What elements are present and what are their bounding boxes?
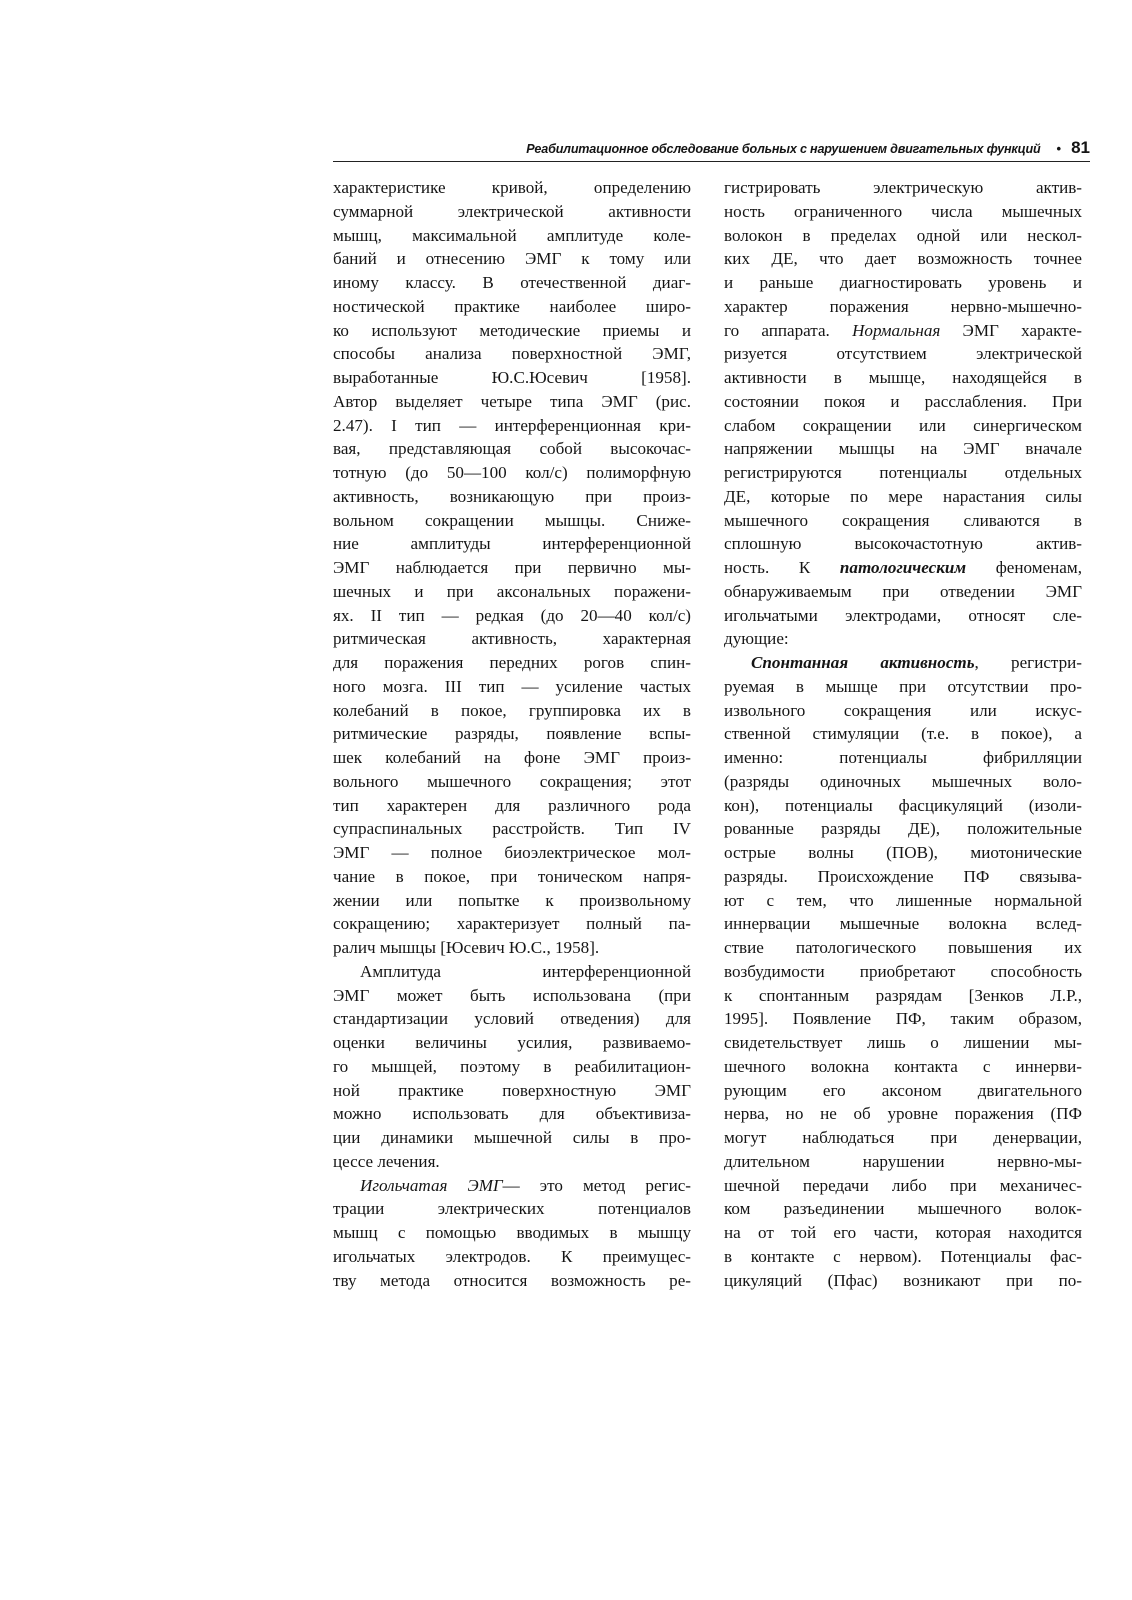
text-line <box>333 414 691 438</box>
text-line <box>724 794 1082 818</box>
text-segment: тотную (до 50—100 кол/с) полиморфную <box>333 463 691 482</box>
text-line <box>724 699 1082 723</box>
text-segment: ЭМГ наблюдается при первично мы- <box>333 558 691 577</box>
text-segment: можно использовать для объективиза- <box>333 1104 691 1124</box>
text-segment: ют с тем, что лишенные нормальной <box>724 890 1082 910</box>
text-segment: мышц, максимальной амплитуде коле- <box>333 225 691 245</box>
right-text-column <box>724 176 1082 1292</box>
text-line <box>724 1245 1082 1269</box>
text-line <box>724 1007 1082 1031</box>
text-line <box>724 342 1082 366</box>
text-segment: нерва, но не об уровне поражения (ПФ <box>724 1104 1082 1124</box>
text-segment: руемая в мышце при отсутствии про- <box>724 676 1082 696</box>
text-line <box>724 1197 1082 1221</box>
text-segment: ях. II тип — редкая (до 20—40 кол/с) <box>333 605 691 625</box>
text-line <box>333 889 691 913</box>
text-line <box>333 1102 691 1126</box>
text-segment: го аппарата. <box>724 320 853 340</box>
text-segment: кон), потенциалы фасцикуляций (изоли- <box>724 795 1082 815</box>
text-line <box>724 1079 1082 1103</box>
text-line <box>333 1174 691 1198</box>
text-line <box>724 889 1082 913</box>
text-segment: игольчатых электродов. К преимущес- <box>333 1246 691 1266</box>
text-segment: цикуляций (Пфас) возникают при по- <box>724 1270 1082 1290</box>
text-segment: ритмические разряды, появление вспы- <box>333 724 691 744</box>
text-line <box>333 746 691 770</box>
text-segment: ЭМГ — полное биоэлектрическое мол- <box>333 843 691 862</box>
text-segment: супраспинальных расстройств. Тип IV <box>333 819 691 839</box>
text-line <box>333 342 691 366</box>
text-line <box>724 1221 1082 1245</box>
text-segment: тип характерен для различного рода <box>333 795 691 815</box>
text-segment: активности в мышце, находящейся в <box>724 368 1082 387</box>
text-segment: ЭМГ может быть использована (при <box>333 985 691 1005</box>
text-line <box>333 461 691 485</box>
text-segment: ритмическая активность, характерная <box>333 629 691 649</box>
text-line <box>333 224 691 248</box>
text-segment: характеристике кривой, определению <box>333 178 691 197</box>
text-segment: ние амплитуды интерференционной <box>333 534 691 554</box>
text-segment: вольного мышечного сокращения; этот <box>333 771 691 791</box>
text-segment: гистрировать электрическую актив- <box>724 178 1082 197</box>
text-line <box>724 1126 1082 1150</box>
text-line <box>333 176 691 200</box>
text-segment: ностической практике наиболее широ- <box>333 296 691 316</box>
text-segment: активность, возникающую при произ- <box>333 486 691 506</box>
text-segment: ствие патологического повышения их <box>724 938 1082 957</box>
text-line <box>333 1197 691 1221</box>
text-segment: оценки величины усилия, развиваемо- <box>333 1033 691 1052</box>
text-line <box>724 532 1082 556</box>
text-line <box>724 437 1082 461</box>
text-line <box>724 461 1082 485</box>
emphasis-text: патологическим <box>839 558 967 577</box>
text-line <box>724 1269 1082 1293</box>
text-segment: и раньше диагностировать уровень и <box>724 273 1082 292</box>
text-line <box>333 200 691 224</box>
text-line <box>333 794 691 818</box>
text-line <box>333 1079 691 1103</box>
text-line <box>333 1245 691 1269</box>
text-line <box>724 224 1082 248</box>
text-segment: ность ограниченного числа мышечных <box>724 201 1082 221</box>
text-line <box>724 675 1082 699</box>
text-segment: для поражения передних рогов спин- <box>333 653 691 672</box>
text-segment: Амплитуда интерференционной <box>360 961 691 981</box>
text-line <box>333 390 691 414</box>
text-segment: чание в покое, при тоническом напря- <box>333 866 691 886</box>
text-line <box>724 509 1082 533</box>
text-segment: длительном нарушении нервно-мы- <box>724 1151 1082 1171</box>
text-segment: ность. К <box>724 558 840 577</box>
text-segment: ДЕ, которые по мере нарастания силы <box>724 486 1082 506</box>
text-line <box>333 604 691 628</box>
text-line <box>724 817 1082 841</box>
text-segment: шечного волокна контакта с иннерви- <box>724 1056 1082 1076</box>
text-line <box>724 936 1082 960</box>
text-line <box>724 1031 1082 1055</box>
text-segment: колебаний в покое, группировка их в <box>333 700 691 720</box>
text-segment: ЭМГ характе- <box>940 320 1082 340</box>
text-segment: игольчатыми электродами, относят сле- <box>724 605 1082 625</box>
text-line <box>333 865 691 889</box>
text-segment: могут наблюдаться при денервации, <box>724 1128 1082 1147</box>
text-line <box>333 319 691 343</box>
text-segment: ризуется отсутствием электрической <box>724 344 1082 364</box>
text-line <box>724 366 1082 390</box>
text-line <box>333 1126 691 1150</box>
running-head <box>333 138 1090 160</box>
text-line <box>333 271 691 295</box>
text-line <box>333 1055 691 1079</box>
text-segment: рующим его аксоном двигательного <box>724 1080 1082 1100</box>
text-segment: извольного сокращения или искус- <box>724 700 1082 720</box>
text-line <box>333 699 691 723</box>
text-line <box>724 247 1082 271</box>
text-line <box>333 366 691 390</box>
text-line <box>724 580 1082 604</box>
text-line <box>333 936 691 960</box>
text-line <box>724 319 1082 343</box>
left-text-column <box>333 176 691 1292</box>
text-segment: жении или попытке к произвольному <box>333 890 691 910</box>
text-segment: рованные разряды ДЕ), положительные <box>724 819 1082 839</box>
text-segment: ции динамики мышечной силы в про- <box>333 1128 691 1147</box>
text-segment: сплошную высокочастотную актив- <box>724 534 1082 554</box>
text-line <box>333 1031 691 1055</box>
text-line <box>333 509 691 533</box>
text-segment: шечных и при аксональных поражени- <box>333 581 691 601</box>
text-line <box>333 437 691 461</box>
text-segment: тву метода относится возможность ре- <box>333 1270 691 1290</box>
text-segment: регистрируются потенциалы отдельных <box>724 463 1082 482</box>
bullet-separator: • <box>1056 141 1062 156</box>
text-line <box>333 722 691 746</box>
text-segment: ких ДЕ, что дает возможность точнее <box>724 249 1082 269</box>
text-line <box>724 960 1082 984</box>
text-line <box>333 485 691 509</box>
emphasis-text: Спонтанная активность <box>751 653 975 672</box>
text-line <box>724 1174 1082 1198</box>
text-segment: го мышцей, поэтому в реабилитацион- <box>333 1056 691 1076</box>
text-segment: ственной стимуляции (т.е. в покое), а <box>724 724 1082 744</box>
text-line <box>333 1221 691 1245</box>
text-segment: вая, представляющая собой высокочас- <box>333 439 691 459</box>
text-line <box>724 865 1082 889</box>
text-segment: вольном сокращении мышцы. Сниже- <box>333 510 691 530</box>
text-line <box>724 1055 1082 1079</box>
text-segment: шечной передачи либо при механичес- <box>724 1175 1082 1195</box>
text-line <box>724 485 1082 509</box>
text-line <box>333 295 691 319</box>
text-line <box>333 580 691 604</box>
text-line <box>724 746 1082 770</box>
text-line <box>724 841 1082 865</box>
text-segment: суммарной электрической активности <box>333 201 691 221</box>
text-segment: напряжении мышцы на ЭМГ вначале <box>724 439 1082 459</box>
text-line <box>724 770 1082 794</box>
text-line <box>333 984 691 1008</box>
text-segment: мышц с помощью вводимых в мышцу <box>333 1223 691 1242</box>
text-line <box>724 295 1082 319</box>
text-segment: ком разъединении мышечного волок- <box>724 1199 1082 1219</box>
text-segment: возбудимости приобретают способность <box>724 961 1082 981</box>
text-line <box>333 1150 691 1174</box>
text-line <box>333 912 691 936</box>
text-segment: ной практике поверхностную ЭМГ <box>333 1080 691 1100</box>
text-line <box>333 1269 691 1293</box>
text-segment: Автор выделяет четыре типа ЭМГ (рис. <box>333 391 691 411</box>
text-segment: характер поражения нервно-мышечно- <box>724 296 1082 316</box>
text-segment: 2.47). I тип — интерференционная кри- <box>333 415 691 435</box>
text-segment: сокращению; характеризует полный па- <box>333 914 691 934</box>
text-line <box>724 722 1082 746</box>
text-segment: ного мозга. III тип — усиление частых <box>333 676 691 696</box>
emphasis-text: Игольчатая ЭМГ <box>360 1175 503 1195</box>
text-segment: стандартизации условий отведения) для <box>333 1009 691 1029</box>
text-line <box>333 247 691 271</box>
text-line <box>333 532 691 556</box>
page-number: 81 <box>1071 138 1090 157</box>
text-line <box>333 960 691 984</box>
text-line <box>333 556 691 580</box>
text-line <box>724 984 1082 1008</box>
text-line <box>724 1150 1082 1174</box>
text-line <box>333 675 691 699</box>
text-segment: свидетельствует лишь о лишении мы- <box>724 1033 1082 1052</box>
text-segment: 1995]. Появление ПФ, таким образом, <box>724 1009 1082 1029</box>
text-line <box>724 390 1082 414</box>
text-segment: цессе лечения. <box>333 1151 440 1171</box>
text-segment: острые волны (ПОВ), миотонические <box>724 843 1082 862</box>
text-segment: иннервации мышечные волокна вслед- <box>724 914 1082 934</box>
text-line <box>724 912 1082 936</box>
text-segment: состоянии покоя и расслабления. При <box>724 391 1082 411</box>
text-segment: трации электрических потенциалов <box>333 1199 691 1219</box>
text-segment: ралич мышцы [Юсевич Ю.С., 1958]. <box>333 938 600 957</box>
text-line <box>333 841 691 865</box>
text-segment: к спонтанным разрядам [Зенков Л.Р., <box>724 985 1082 1005</box>
text-segment: ко используют методические приемы и <box>333 320 691 340</box>
text-line <box>333 651 691 675</box>
running-title: Реабилитационное обследование больных с нарушением двигательных функций <box>526 142 1041 156</box>
text-line <box>724 271 1082 295</box>
text-segment: мышечного сокращения сливаются в <box>724 510 1082 530</box>
text-line <box>724 604 1082 628</box>
text-line <box>724 176 1082 200</box>
text-segment: шек колебаний на фоне ЭМГ произ- <box>333 748 691 767</box>
text-line <box>333 627 691 651</box>
text-segment: , регистри- <box>974 653 1082 672</box>
text-segment: выработанные Ю.С.Юсевич [1958]. <box>333 368 691 387</box>
text-line <box>724 200 1082 224</box>
text-line <box>724 1102 1082 1126</box>
text-segment: способы анализа поверхностной ЭМГ, <box>333 344 691 364</box>
text-line <box>333 817 691 841</box>
text-line <box>333 1007 691 1031</box>
text-segment: (разряды одиночных мышечных воло- <box>724 771 1082 791</box>
text-segment: именно: потенциалы фибрилляции <box>724 748 1082 767</box>
emphasis-text: Нормальная <box>852 320 941 340</box>
text-segment: феноменам, <box>966 558 1082 577</box>
text-segment: — это метод регис- <box>502 1175 691 1195</box>
text-line <box>724 556 1082 580</box>
text-line <box>333 770 691 794</box>
text-line <box>724 627 1082 651</box>
text-segment: слабом сокращении или синергическом <box>724 415 1082 435</box>
text-line <box>724 414 1082 438</box>
text-segment: дующие: <box>724 629 789 649</box>
text-segment: в контакте с нервом). Потенциалы фас- <box>724 1246 1082 1266</box>
text-segment: на от той его части, которая находится <box>724 1223 1082 1242</box>
text-line <box>724 651 1082 675</box>
text-segment: иному классу. В отечественной диаг- <box>333 273 691 292</box>
text-segment: волокон в пределах одной или нескол- <box>724 225 1082 245</box>
text-segment: разряды. Происхождение ПФ связыва- <box>724 866 1082 886</box>
text-segment: баний и отнесению ЭМГ к тому или <box>333 249 691 269</box>
text-segment: обнаруживаемым при отведении ЭМГ <box>724 581 1082 601</box>
header-rule <box>333 161 1090 162</box>
